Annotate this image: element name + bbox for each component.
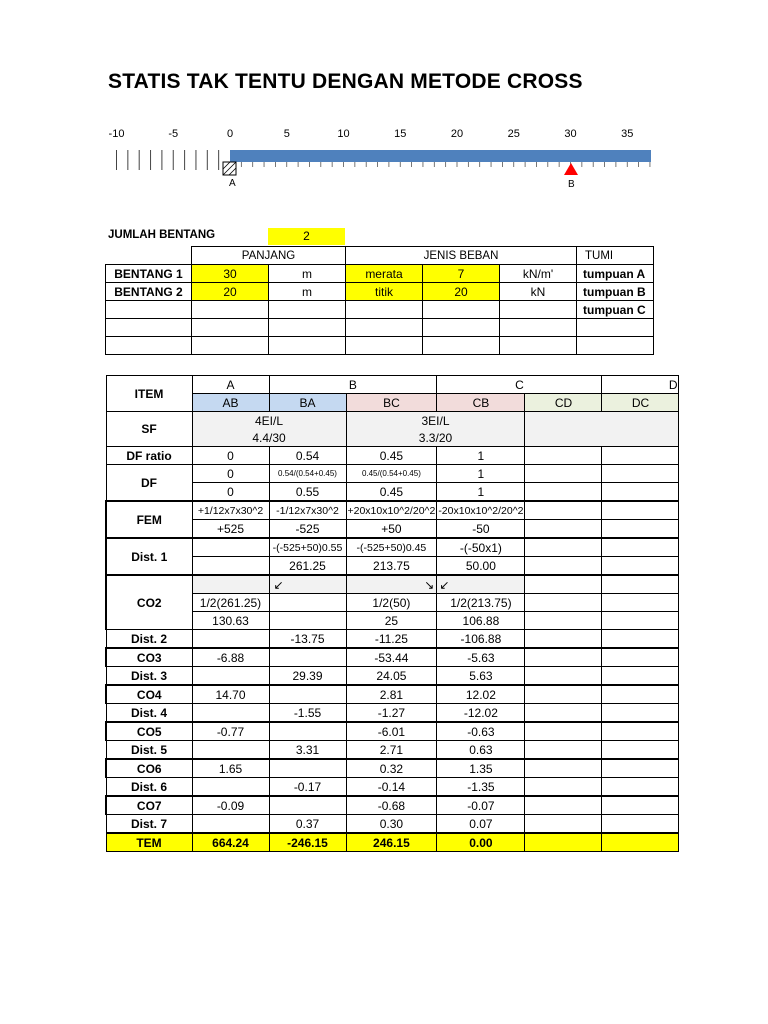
blank-cell bbox=[525, 538, 602, 557]
moment-value: 0.32 bbox=[346, 759, 437, 778]
tumpuan-header: TUMI bbox=[577, 247, 654, 265]
moment-value: -6.88 bbox=[192, 648, 269, 667]
row-label: Dist. 5 bbox=[106, 741, 192, 760]
joint-a-header: A bbox=[192, 376, 269, 394]
blank-cell bbox=[525, 778, 602, 797]
pin-support-b bbox=[564, 163, 578, 175]
co2-formula: 1/2(261.25) bbox=[192, 594, 269, 612]
df-ratio-value: 1 bbox=[437, 447, 525, 465]
moment-value: -0.68 bbox=[346, 796, 437, 815]
beam-bar bbox=[230, 150, 651, 162]
load-value-input[interactable]: 7 bbox=[423, 265, 500, 283]
load-unit bbox=[500, 337, 577, 355]
row-label: Dist. 6 bbox=[106, 778, 192, 797]
blank-cell bbox=[525, 630, 602, 649]
load-unit bbox=[500, 301, 577, 319]
blank-header-cell bbox=[106, 247, 192, 265]
cross-data-row bbox=[106, 741, 679, 760]
member-cb-header: CB bbox=[437, 394, 525, 412]
blank-cell bbox=[525, 667, 602, 686]
moment-value: 3.31 bbox=[269, 741, 346, 760]
row-label: Dist. 7 bbox=[106, 815, 192, 834]
blank-cell bbox=[525, 722, 602, 741]
cross-data-row bbox=[106, 778, 679, 797]
support-cell: tumpuan C bbox=[577, 301, 654, 319]
blank-cell bbox=[525, 796, 602, 815]
blank-cell bbox=[602, 465, 679, 483]
fem-formula: -20x10x10^2/20^2 bbox=[437, 501, 525, 520]
co2-label: CO2 bbox=[106, 575, 192, 630]
bentang-row bbox=[106, 265, 654, 283]
moment-value: 0.07 bbox=[437, 815, 525, 834]
moment-value: -106.88 bbox=[437, 630, 525, 649]
cross-data-row bbox=[106, 796, 679, 815]
moment-value: -11.25 bbox=[346, 630, 437, 649]
bentang-row bbox=[106, 337, 654, 355]
cross-table bbox=[105, 375, 679, 852]
df-formula-row bbox=[106, 465, 679, 483]
bentang-row bbox=[106, 301, 654, 319]
tem-value bbox=[602, 833, 679, 852]
sf-row bbox=[106, 412, 679, 430]
bentang-name: BENTANG 2 bbox=[106, 283, 192, 301]
fem-value: +50 bbox=[346, 520, 437, 539]
row-label: CO7 bbox=[106, 796, 192, 815]
blank-cell bbox=[525, 815, 602, 834]
moment-value: -53.44 bbox=[346, 648, 437, 667]
bentang-unit bbox=[269, 337, 346, 355]
moment-value: -12.02 bbox=[437, 704, 525, 723]
df-formula: 0.54/(0.54+0.45) bbox=[269, 465, 346, 483]
row-label: Dist. 4 bbox=[106, 704, 192, 723]
support-label-a: A bbox=[229, 178, 236, 189]
jenis-beban-header: JENIS BEBAN bbox=[346, 247, 577, 265]
bentang-row bbox=[106, 283, 654, 301]
cross-data-row bbox=[106, 759, 679, 778]
dist1-value: 50.00 bbox=[437, 557, 525, 576]
bentang-length-input[interactable] bbox=[192, 337, 269, 355]
bentang-length-input[interactable] bbox=[192, 319, 269, 337]
sf-bc-formula: 3EI/L bbox=[346, 412, 525, 430]
joint-d-header: D bbox=[602, 376, 679, 394]
dist1-value bbox=[192, 557, 269, 576]
load-value-input[interactable] bbox=[423, 301, 500, 319]
blank-cell bbox=[602, 667, 679, 686]
moment-value: 5.63 bbox=[437, 667, 525, 686]
row-label: CO6 bbox=[106, 759, 192, 778]
blank-cell bbox=[525, 520, 602, 539]
bentang-name bbox=[106, 337, 192, 355]
moment-value bbox=[192, 704, 269, 723]
load-value-input[interactable]: 20 bbox=[423, 283, 500, 301]
blank-cell bbox=[602, 557, 679, 576]
support-cell: tumpuan B bbox=[577, 283, 654, 301]
ruler-tick-label: 10 bbox=[337, 128, 350, 140]
df-label: DF bbox=[106, 465, 192, 502]
moment-value: 1.35 bbox=[437, 759, 525, 778]
row-label: Dist. 3 bbox=[106, 667, 192, 686]
moment-value bbox=[269, 685, 346, 704]
blank-cell bbox=[602, 501, 679, 520]
load-type-input[interactable] bbox=[346, 301, 423, 319]
support-label-b: B bbox=[568, 179, 575, 190]
moment-value: 0.30 bbox=[346, 815, 437, 834]
bentang-name bbox=[106, 301, 192, 319]
moment-value: 12.02 bbox=[437, 685, 525, 704]
blank-cell bbox=[525, 447, 602, 465]
dist1-formula: -(-525+50)0.45 bbox=[346, 538, 437, 557]
blank-cell bbox=[602, 815, 679, 834]
df-formula: 0.45/(0.54+0.45) bbox=[346, 465, 437, 483]
load-type-input[interactable] bbox=[346, 319, 423, 337]
member-ab-header: AB bbox=[192, 394, 269, 412]
blank-cell bbox=[602, 520, 679, 539]
tem-value bbox=[525, 833, 602, 852]
blank-cell bbox=[602, 447, 679, 465]
bentang-table bbox=[105, 246, 654, 355]
tem-value: 246.15 bbox=[346, 833, 437, 852]
dist1-value: 213.75 bbox=[346, 557, 437, 576]
ruler-tick-label: 0 bbox=[226, 128, 234, 140]
moment-value: -0.17 bbox=[269, 778, 346, 797]
blank-cell bbox=[602, 685, 679, 704]
blank-cell bbox=[602, 741, 679, 760]
co2-formula: 1/2(213.75) bbox=[437, 594, 525, 612]
joint-b-header: B bbox=[269, 376, 437, 394]
moment-value bbox=[192, 667, 269, 686]
cross-data-row bbox=[106, 815, 679, 834]
moment-value: 0.63 bbox=[437, 741, 525, 760]
sf-label: SF bbox=[106, 412, 192, 447]
moment-value: -0.77 bbox=[192, 722, 269, 741]
support-cell: tumpuan A bbox=[577, 265, 654, 283]
moment-value: 1.65 bbox=[192, 759, 269, 778]
ruler-tick-label: 25 bbox=[507, 128, 520, 140]
blank-cell bbox=[602, 704, 679, 723]
moment-value bbox=[269, 796, 346, 815]
moment-value: -0.63 bbox=[437, 722, 525, 741]
load-type-input[interactable] bbox=[346, 337, 423, 355]
moment-value: 29.39 bbox=[269, 667, 346, 686]
ruler-tick-label: 20 bbox=[450, 128, 464, 140]
blank-cell bbox=[602, 778, 679, 797]
dist1-formula-row bbox=[106, 538, 679, 557]
row-label: Dist. 2 bbox=[106, 630, 192, 649]
row-label: CO4 bbox=[106, 685, 192, 704]
blank-cell bbox=[602, 796, 679, 815]
bentang-unit: m bbox=[269, 283, 346, 301]
moment-value: -0.07 bbox=[437, 796, 525, 815]
ruler-tick-label: 15 bbox=[394, 128, 407, 140]
load-value-input[interactable] bbox=[423, 319, 500, 337]
member-header-row bbox=[106, 394, 679, 412]
dist1-formula: -(-525+50)0.55 bbox=[269, 538, 346, 557]
sf-cd-blank bbox=[525, 412, 679, 447]
bentang-length-input[interactable]: 30 bbox=[192, 265, 269, 283]
load-unit: kN bbox=[500, 283, 577, 301]
fem-formula: +1/12x7x30^2 bbox=[192, 501, 269, 520]
ruler-tick-label: 5 bbox=[283, 128, 290, 140]
load-type-input[interactable]: titik bbox=[346, 283, 423, 301]
load-unit bbox=[500, 319, 577, 337]
moment-value: -0.14 bbox=[346, 778, 437, 797]
moment-value: 14.70 bbox=[192, 685, 269, 704]
tem-value: -246.15 bbox=[269, 833, 346, 852]
blank-cell bbox=[525, 759, 602, 778]
moment-value: -5.63 bbox=[437, 648, 525, 667]
moment-value: -0.09 bbox=[192, 796, 269, 815]
blank-cell bbox=[525, 501, 602, 520]
co2-value-row bbox=[106, 612, 679, 630]
bentang-unit: m bbox=[269, 265, 346, 283]
moment-value: -1.35 bbox=[437, 778, 525, 797]
carry-over-arrow-icon: ↙ bbox=[269, 575, 346, 594]
co2-value: 25 bbox=[346, 612, 437, 630]
cross-data-row bbox=[106, 704, 679, 723]
moment-value: -1.55 bbox=[269, 704, 346, 723]
page-title: STATIS TAK TENTU DENGAN METODE CROSS bbox=[108, 70, 583, 93]
dist1-formula bbox=[192, 538, 269, 557]
fem-formula: +20x10x10^2/20^2 bbox=[346, 501, 437, 520]
tem-label: TEM bbox=[106, 833, 192, 852]
cross-data-row bbox=[106, 667, 679, 686]
dist1-value: 261.25 bbox=[269, 557, 346, 576]
fem-value: +525 bbox=[192, 520, 269, 539]
bentang-unit bbox=[269, 319, 346, 337]
row-label: CO5 bbox=[106, 722, 192, 741]
df-ratio-value: 0.54 bbox=[269, 447, 346, 465]
blank-cell bbox=[525, 612, 602, 630]
tem-value: 664.24 bbox=[192, 833, 269, 852]
support-cell bbox=[577, 319, 654, 337]
carry-over-arrow-icon: ↙ bbox=[437, 575, 525, 594]
item-header: ITEM bbox=[106, 376, 192, 412]
moment-value: 2.71 bbox=[346, 741, 437, 760]
df-value: 0.55 bbox=[269, 483, 346, 502]
sf-ab-value: 4.4/30 bbox=[192, 429, 346, 447]
support-cell bbox=[577, 337, 654, 355]
moment-value bbox=[192, 778, 269, 797]
co2-value: 106.88 bbox=[437, 612, 525, 630]
ruler-tick-label: -5 bbox=[168, 128, 179, 140]
df-ratio-value: 0.45 bbox=[346, 447, 437, 465]
df-ratio-label: DF ratio bbox=[106, 447, 192, 465]
ruler-tick-label: 30 bbox=[564, 128, 577, 140]
dist1-formula: -(-50x1) bbox=[437, 538, 525, 557]
moment-value bbox=[192, 630, 269, 649]
blank-cell bbox=[525, 648, 602, 667]
cross-data-row bbox=[106, 722, 679, 741]
cross-data-row bbox=[106, 630, 679, 649]
df-value: 0.45 bbox=[346, 483, 437, 502]
co2-value bbox=[269, 612, 346, 630]
dist1-value-row bbox=[106, 557, 679, 576]
bentang-row bbox=[106, 319, 654, 337]
tem-row bbox=[106, 833, 679, 852]
co2-value: 130.63 bbox=[192, 612, 269, 630]
sf-bc-value: 3.3/20 bbox=[346, 429, 525, 447]
df-formula: 0 bbox=[192, 465, 269, 483]
blank-cell bbox=[525, 741, 602, 760]
carry-over-arrow-icon bbox=[192, 575, 269, 594]
blank-cell bbox=[602, 648, 679, 667]
cross-data-row bbox=[106, 648, 679, 667]
tem-value: 0.00 bbox=[437, 833, 525, 852]
member-ba-header: BA bbox=[269, 394, 346, 412]
bentang-name: BENTANG 1 bbox=[106, 265, 192, 283]
blank-cell bbox=[602, 759, 679, 778]
co2-formula-row bbox=[106, 594, 679, 612]
df-value: 0 bbox=[192, 483, 269, 502]
bentang-unit bbox=[269, 301, 346, 319]
blank-cell bbox=[525, 483, 602, 502]
load-unit: kN/m' bbox=[500, 265, 577, 283]
df-value-row bbox=[106, 483, 679, 502]
panjang-header: PANJANG bbox=[192, 247, 346, 265]
fem-label: FEM bbox=[106, 501, 192, 538]
moment-value bbox=[269, 722, 346, 741]
moment-value bbox=[269, 759, 346, 778]
df-ratio-row bbox=[106, 447, 679, 465]
bentang-header-row bbox=[106, 247, 654, 265]
co2-formula: 1/2(50) bbox=[346, 594, 437, 612]
blank-cell bbox=[602, 594, 679, 612]
ruler-tick-label: -10 bbox=[108, 128, 125, 140]
blank-cell bbox=[525, 465, 602, 483]
member-dc-header: DC bbox=[602, 394, 679, 412]
jumlah-bentang-input[interactable]: 2 bbox=[268, 228, 345, 245]
carry-over-arrow-icon: ↘ bbox=[346, 575, 437, 594]
member-cd-header: CD bbox=[525, 394, 602, 412]
df-formula: 1 bbox=[437, 465, 525, 483]
fem-formula-row bbox=[106, 501, 679, 520]
blank-cell bbox=[525, 557, 602, 576]
blank-cell bbox=[602, 630, 679, 649]
load-type-input[interactable]: merata bbox=[346, 265, 423, 283]
df-value: 1 bbox=[437, 483, 525, 502]
blank-cell bbox=[602, 575, 679, 594]
moment-value bbox=[269, 648, 346, 667]
joint-c-header: C bbox=[437, 376, 602, 394]
joint-header-row bbox=[106, 376, 679, 394]
blank-cell bbox=[602, 483, 679, 502]
sf-ab-formula: 4EI/L bbox=[192, 412, 346, 430]
moment-value: 2.81 bbox=[346, 685, 437, 704]
blank-cell bbox=[525, 575, 602, 594]
fem-value: -525 bbox=[269, 520, 346, 539]
fem-value: -50 bbox=[437, 520, 525, 539]
ruler-tick-label: 35 bbox=[621, 128, 634, 140]
dist1-label: Dist. 1 bbox=[106, 538, 192, 575]
moment-value: -13.75 bbox=[269, 630, 346, 649]
row-label: CO3 bbox=[106, 648, 192, 667]
df-ratio-value: 0 bbox=[192, 447, 269, 465]
co2-formula bbox=[269, 594, 346, 612]
blank-cell bbox=[525, 594, 602, 612]
bentang-length-input[interactable]: 20 bbox=[192, 283, 269, 301]
moment-value bbox=[192, 815, 269, 834]
fem-value-row bbox=[106, 520, 679, 539]
moment-value bbox=[192, 741, 269, 760]
moment-value: -6.01 bbox=[346, 722, 437, 741]
blank-cell bbox=[602, 612, 679, 630]
moment-value: -1.27 bbox=[346, 704, 437, 723]
fem-formula: -1/12x7x30^2 bbox=[269, 501, 346, 520]
co2-arrow-row bbox=[106, 575, 679, 594]
beam-diagram bbox=[0, 120, 768, 200]
moment-value: 0.37 bbox=[269, 815, 346, 834]
blank-cell bbox=[602, 538, 679, 557]
blank-cell bbox=[525, 704, 602, 723]
cross-data-row bbox=[106, 685, 679, 704]
bentang-name bbox=[106, 319, 192, 337]
jumlah-bentang-label: JUMLAH BENTANG bbox=[108, 229, 216, 241]
bentang-length-input[interactable] bbox=[192, 301, 269, 319]
load-value-input[interactable] bbox=[423, 337, 500, 355]
blank-cell bbox=[525, 685, 602, 704]
blank-cell bbox=[602, 722, 679, 741]
member-bc-header: BC bbox=[346, 394, 437, 412]
moment-value: 24.05 bbox=[346, 667, 437, 686]
